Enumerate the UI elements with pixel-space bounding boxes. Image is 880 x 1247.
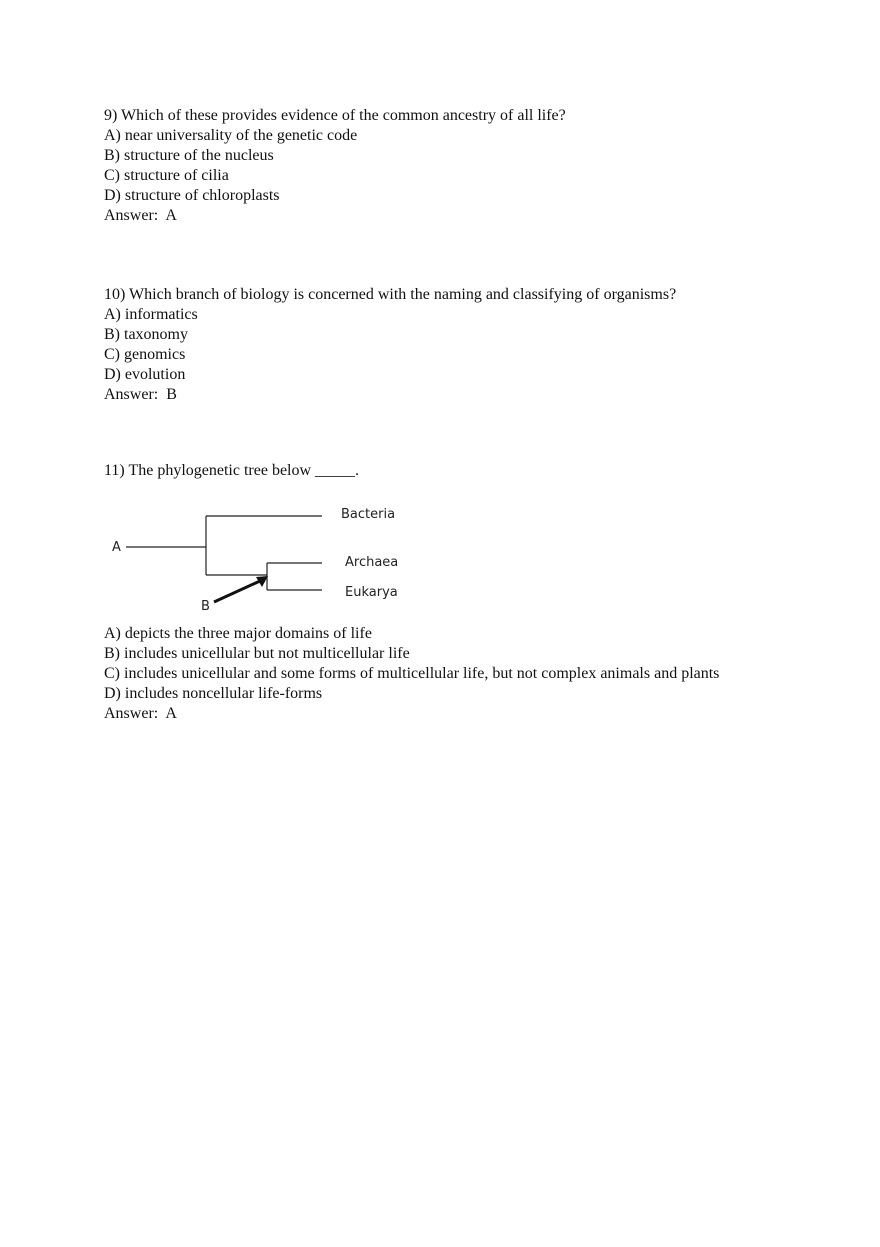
answer-line: Answer: B — [104, 386, 177, 403]
question-stem: 11) The phylogenetic tree below _____. — [104, 462, 360, 479]
option-d: D) evolution — [104, 366, 186, 383]
option-b: B) taxonomy — [104, 326, 188, 343]
question-11 — [104, 461, 744, 481]
option-c: C) includes unicellular and some forms of multicellular life, but not complex animals and plants — [104, 665, 720, 682]
question-9 — [104, 106, 744, 226]
option-c: C) genomics — [104, 346, 186, 363]
taxon-label-archaea: Archaea — [345, 555, 399, 570]
taxon-label-eukarya: Eukarya — [345, 585, 398, 600]
root-label: A — [112, 540, 121, 555]
option-b: B) includes unicellular but not multicellular life — [104, 645, 410, 662]
answer-line: Answer: A — [104, 207, 177, 224]
question-stem: 9) Which of these provides evidence of the common ancestry of all life? — [104, 107, 566, 124]
answer-line: Answer: A — [104, 705, 177, 722]
option-a: A) depicts the three major domains of life — [104, 625, 372, 642]
option-c: C) structure of cilia — [104, 167, 229, 184]
taxon-label-bacteria: Bacteria — [341, 507, 396, 522]
option-d: D) includes noncellular life-forms — [104, 685, 323, 702]
option-a: A) near universality of the genetic code — [104, 127, 358, 144]
arrow-shaft — [214, 581, 260, 602]
question-11-options — [104, 624, 744, 724]
option-b: B) structure of the nucleus — [104, 147, 274, 164]
phylogenetic-tree-figure — [104, 496, 414, 618]
option-d: D) structure of chloroplasts — [104, 187, 280, 204]
question-10 — [104, 285, 744, 405]
question-stem: 10) Which branch of biology is concerned with the naming and classifying of organisms? — [104, 286, 677, 303]
node-label: B — [201, 599, 210, 614]
option-a: A) informatics — [104, 306, 198, 323]
